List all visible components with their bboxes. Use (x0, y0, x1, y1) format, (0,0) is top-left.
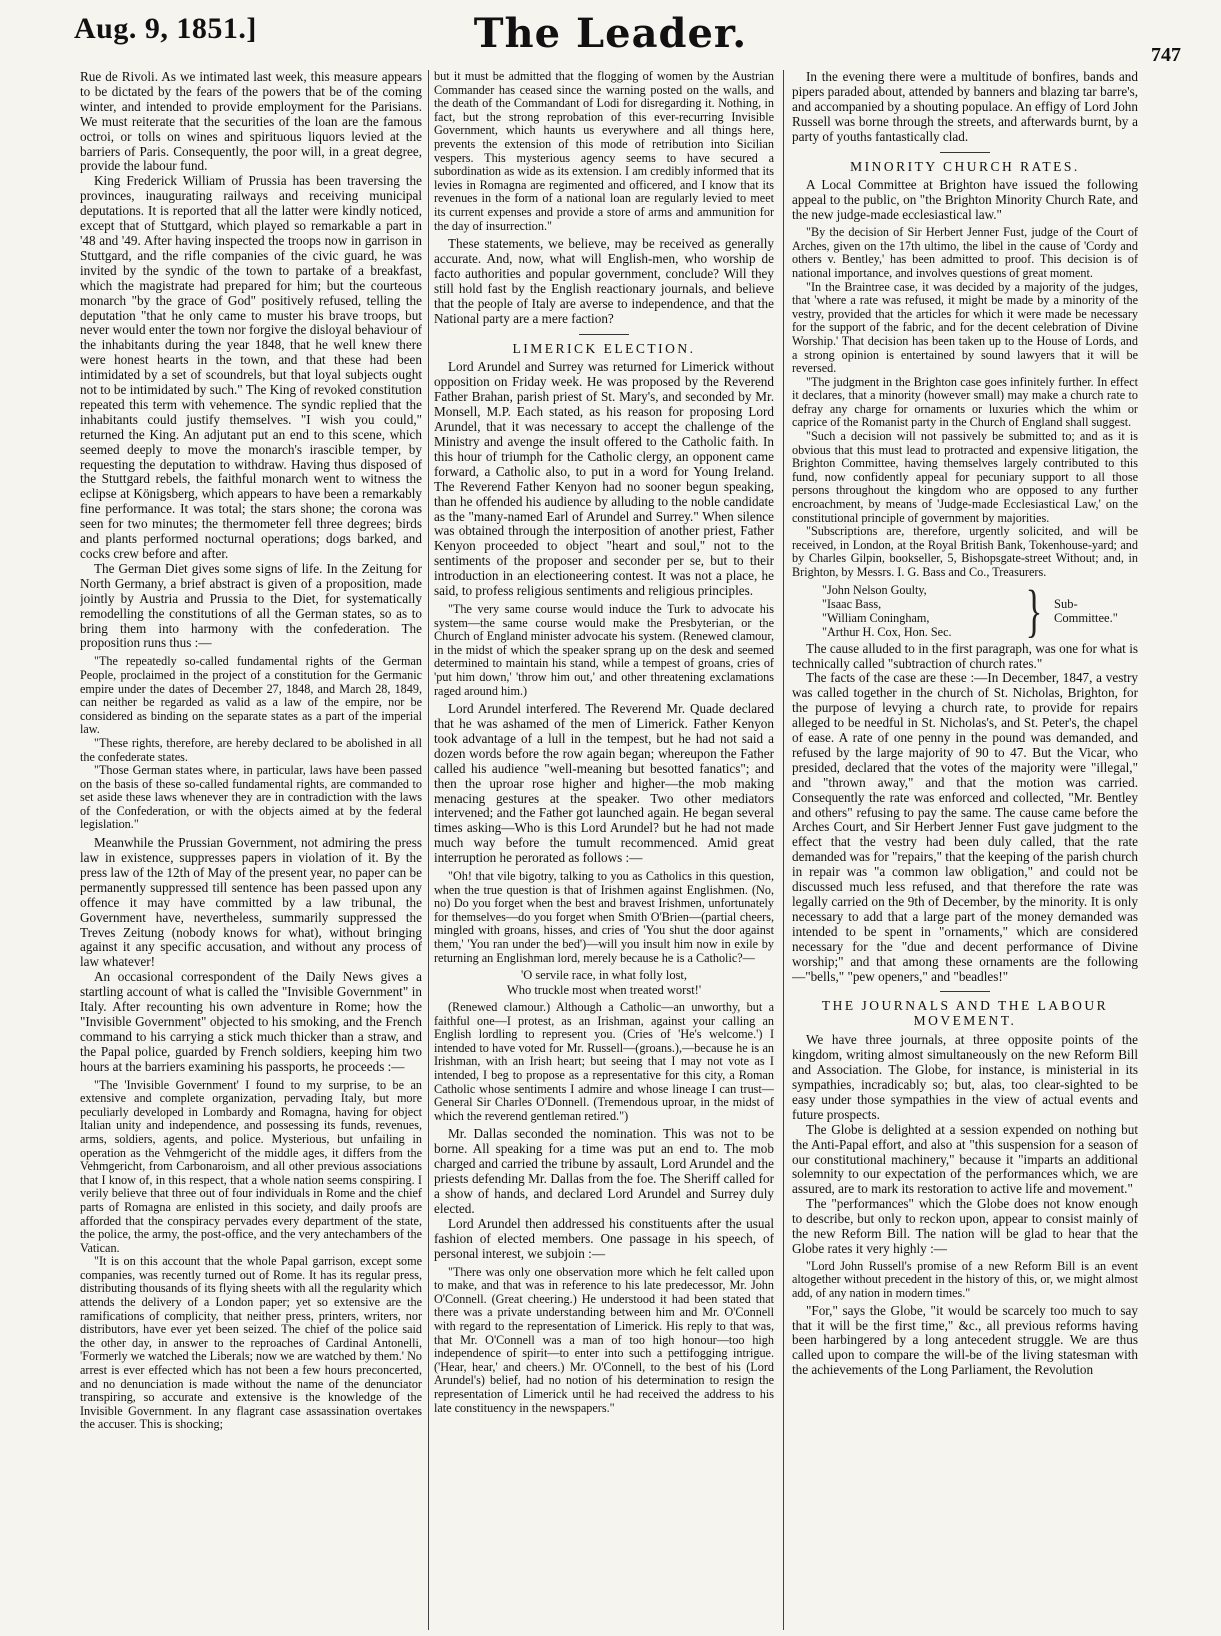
article-paragraph: The German Diet gives some signs of life. In the Zeitung for North Germany, a brief abstract is given of a proposition, made jointly by Austria and Prussia to the Diet, for systematically remodelling the constitutions of all the German states, so as to bring them into harmony with the confederation. The proposition runs thus :— (80, 560, 422, 651)
quoted-paragraph: "Lord John Russell's promise of a new Reform Bill is an event altogether without precedent in the history of this, or, we might almost add, of any nation in modern times." (792, 1258, 1138, 1301)
signatory-name: "Arthur H. Cox, Hon. Sec. (822, 624, 952, 639)
quoted-paragraph: "By the decision of Sir Herbert Jenner Fust, judge of the Court of Arches, given on the 17th ultimo, the libel in the cause of 'Cordy and others v. Bentley,' has been admitted to proof. This decision is of national importance, and involves questions of great moment. (792, 225, 1138, 280)
signatory-name: "Isaac Bass, (822, 596, 882, 611)
subcommittee-label: Sub-Committee." (1054, 596, 1118, 625)
quoted-paragraph: "The repeatedly so-called fundamental rights of the German People, proclaimed in the project of a constitution for the Germanic empire under the dates of December 27, 1848, and March 28, 1849, can neither be regarded as valid as a law of the empire, nor be considered as binding on the separate states as a part of the imperial law. (80, 654, 422, 737)
signatory-name: "William Coningham, (822, 610, 930, 625)
signatories-block (822, 577, 1138, 643)
quoted-paragraph: "The 'Invisible Government' I found to my surprise, to be an extensive and complete organization, pervading Italy, but more peculiarly developed in Lombardy and Romagna, having for object Italian unity and independence, and possessing its funds, revenues, arms, soldiers, agents, and police. Mysterious, but unfailing in operation as the Vehmgericht of the middle ages, it differs from the Vehmgericht, from Carbonaroism, and all other previous associations that I know of, in this respect, that a whole nation seems conspiring. I verily believe that three out of four individuals in Rome and the chief parts of Romagna are enlisted in this society, and daily proofs are afforded that the conspiracy pervades every department of the state, the police, the army, the post-office, and the very antechambers of the Vatican. (80, 1077, 422, 1255)
column-left (80, 70, 422, 1630)
masthead-title: The Leader. (473, 10, 748, 57)
quoted-paragraph: "Those German states where, in particular, laws have been passed on the basis of these so-called fundamental rights, are commanded to set aside these laws whenever they are in contradiction with the laws of the Confederation, or with the objects aimed at by the federal legislation." (80, 763, 422, 832)
article-paragraph: Mr. Dallas seconded the nomination. This was not to be borne. All speaking for a time was put an end to. The mob charged and carried the tribune by assault, Lord Arundel and the priests defending Mr. Dallas from the foe. The Sheriff called for a show of hands, and declared Lord Arundel and Surrey duly elected. (434, 1126, 774, 1216)
article-paragraph: King Frederick William of Prussia has been traversing the provinces, inaugurating railways and receiving municipal deputations. It is reported that all the latter were kindly noticed, except that of Stuttgard, which played so remarkable a part in '48 and '49. After having inspected the troops now in garrison in Stuttgard, and the rifle companies of the civic guard, he was invited by the syndic of the town to partake of a breakfast, which the magistrate had prepared for him; but the courteous monarch "by the grace of God" positively refused, telling the deputation "that he only came to muster his brave troops, but never would enter the town nor forgive the disloyal behaviour of the inhabitants during the year 1848, that he well knew there were honest hearts in the town, and that these had been intimidated by a set of scoundrels, but that loyal subjects ought not to be intimidated by such." The King of revoked constitution repeated this term with vehemence. The syndic replied that the inhabitants could justify themselves. "I wish you could," returned the King. An adjutant put an end to this scene, which seemed deeply to move the monarch's irascible temper, by requesting the deputation to withdraw. Having thus disposed of the Stuttgard rebels, the faithful monarch went to witness the eclipse at Königsberg, which appears to have been a remarkably fine performance. It was total; the stars shone; the corona was seen for two minutes; the thermometer fell three degrees; birds and plants performed nocturnal operations; dogs barked, and cocks crew before and after. (80, 173, 422, 561)
quoted-paragraph: but it must be admitted that the flogging of women by the Austrian Commander has ceased since the warning posted on the walls, and the death of the Commandant of Lodi for disregarding it. Nothing, in fact, but the strong reprobation of this ever-recurring Invisible Government, which haunts us everywhere and all things here, prevents the extension of this mode of retribution into Sicilian vespers. This mysterious agency seems to have secured a subordination as wide as its extension. I am credibly informed that its levies in Romagna are regimented and officered, and I know that its revenues in the form of a national loan are regularly levied to meet its current expenses and provide a store of arms and ammunition for the day of insurrection." (434, 70, 774, 233)
section-divider (579, 334, 629, 335)
column-right (792, 70, 1138, 1630)
column-middle (434, 70, 774, 1630)
column-rule (783, 70, 784, 1630)
article-paragraph: The "performances" which the Globe does not know enough to describe, but only to reckon upon, appear to consist mainly of the new Reform Bill. The nation will be glad to hear that the Globe rates it very highly :— (792, 1196, 1138, 1256)
article-paragraph: These statements, we believe, may be received as generally accurate. And, now, what will English-men, who worship de facto authorities and popular government, conclude? Will they still hold fast by the English reactionary journals, and believe that the people of Italy are averse to independence, and that the National party are a mere faction? (434, 236, 774, 326)
quoted-paragraph: "There was only one observation more which he felt called upon to make, and that was in reference to his late predecessor, Mr. John O'Connell. (Great cheering.) He understood it had been stated that there was a private understanding between him and Mr. O'Connell with regard to the representation of Limerick. His reply to that was, that Mr. O'Connell was a man of too high honour—too high independence of spirit—to enter into such a pettifogging intrigue. ('Hear, hear,' and cheers.) Mr. O'Connell, to the best of his (Lord Arundel's) belief, had no notion of his determination to resign the representation of Limerick until he had received the address to his late constituency in the newspapers." (434, 1264, 774, 1415)
article-paragraph: An occasional correspondent of the Daily News gives a startling account of what is called the "Invisible Government" in Italy. After recounting his own adventure in Rome; how the "Invisible Government" objected to his smoking, and the French command to his carrying a stick much thicker than a straw, and the Papal police, guarded by French soldiers, keeping him two hours at the barriers examining his passports, he proceeds :— (80, 969, 422, 1074)
quoted-paragraph: "Oh! that vile bigotry, talking to you as Catholics in this question, when the true question is that of Irishmen against Englishmen. (No, no) Do you forget when the best and bravest Irishmen, unfortunately for themselves—do you forget when Smith O'Brien—(partial cheers, mingled with groans, hisses, and cries of 'You shut the door against them,' 'You ran under the bed')—will you insult him now in exile by returning an Englishman lord, merely because he is a Catholic?— (434, 869, 774, 965)
article-paragraph: The Globe is delighted at a session expended on nothing but the Anti-Papal effort, and also at "this suspension for a season of our constitutional machinery," because it "imparts an additional solemnity to our expectation of the performances which, we are assured, are to mark its restoration to active life and movement." (792, 1121, 1138, 1197)
column-rule (428, 70, 429, 1630)
article-paragraph: The facts of the case are these :—In December, 1847, a vestry was called together in the church of St. Nicholas, Brighton, for the purpose of levying a church rate, to provide for repairs alleged to be needful in St. Nicholas's, and St. Peter's, the chapel of ease. A rate of one penny in the pound was demanded, and refused by the large majority of 90 to 47. But the Vicar, who presided, declared that the votes of the majority were "illegal," and "thrown away," and that the motion was carried. Consequently the rate was enforced and collected, "Mr. Bentley and others" refusing to pay the same. The cause came before the Arches Court, and Sir Herbert Jenner Fust gave judgment to the effect that the vestry had been duly called, that the rate demanded was for "repairs," that the keeping of the parish church in repair was "a common law obligation," and could not be discussed much less refused, and that therefore the rate was legally carried on the 9th of December, by the minority. It is only necessary to add that a large part of the money demanded was intended to be spent in "ornaments," which are considered necessary for the "due and decent performance of Divine worship;" and that among these ornaments are the following—"bells," "pew openers," and "beadles!" (792, 670, 1138, 984)
page-number: 747 (1151, 44, 1181, 66)
page-header (0, 0, 1221, 78)
signatory-list (822, 583, 1014, 639)
quoted-paragraph: "The judgment in the Brighton case goes infinitely further. In effect it declares, that a minority (however small) may make a church rate to defray any charge for ornaments or luxuries which the whim or caprice of the Romanist party in the Church of England shall suggest. (792, 374, 1138, 430)
section-heading: MINORITY CHURCH RATES. (850, 158, 1080, 174)
article-paragraph: A Local Committee at Brighton have issued the following appeal to the public, on "the Brighton Minority Church Rate, and the new judge-made ecclesiastical law." (792, 177, 1138, 223)
signatory-name: "John Nelson Goulty, (822, 582, 927, 597)
article-paragraph: Lord Arundel interfered. The Reverend Mr. Quade declared that he was ashamed of the men of Limerick. Father Kenyon took advantage of a lull in the tempest, but he had not said a dozen words before the row again began; whereupon the Father called his audience "well-meaning but besotted fanatics"; and then the uproar rose higher and higher—the mob making menacing gestures at the speaker. Two other mediators intervened; and the Father got launched again. He began several times asking—Who is this Lord Arundel? but he had not made much way before the tumult recommenced. Amid great interruption he perorated as follows :— (434, 701, 774, 866)
quoted-paragraph: "The very same course would induce the Turk to advocate his system—the same course would make the Presbyterian, or the Church of England minister advocate his system. (Renewed clamour, in the midst of which the speaker sprang up on the desk and seemed determined to maintain his stand, while a tempest of groans, cries of 'put him down,' 'throw him out,' and other threatening exclamations raged around him.) (434, 601, 774, 698)
section-heading: LIMERICK ELECTION. (512, 340, 696, 356)
quoted-paragraph: "In the Braintree case, it was decided by a majority of the judges, that 'where a rate was refused, it might be made by a minority of the vestry, provided that the articles for which it were made be necessary for the support of the fabric, and for the decent celebration of Divine Worship.' That decision has been taken up to the House of Lords, and a strong opinion is entertained by sound lawyers that it will be reversed. (792, 279, 1138, 376)
article-paragraph: We have three journals, at three opposite points of the kingdom, writing almost simultaneously on the new Reform Bill and Association. The Globe, for instance, is ministerial in its sympathies, incradicably so; but, alas, too clear-sighted to be easy under those sympathies in the view of actual events and future prospects. (792, 1032, 1138, 1122)
article-paragraph: Lord Arundel and Surrey was returned for Limerick without opposition on Friday week. He was proposed by the Reverend Father Brahan, parish priest of St. Mary's, and seconded by Mr. Monsell, M.P. Each stated, as his reason for proposing Lord Arundel, that it was necessary to accept the challenge of the Ministry and avenge the insult offered to the Catholic faith. In this hour of triumph for the Catholic clergy, an opponent came forward, a Catholic also, to put in a word for Young Ireland. The Reverend Father Kenyon had no sooner begun speaking, than he offended his audience by alluding to the noble candidate as the "many-named Earl of Arundel and Surrey." When silence was obtained through the interposition of another priest, Father Kenyon proceeded to object "heart and soul," not to the sentiments of the proposer and seconder per se, but to their introduction in an electioneering contest. It was not a place, he said, to profess religious sentiments and religious principles. (434, 359, 774, 599)
brace-glyph: } (1025, 577, 1043, 643)
quoted-paragraph: "Such a decision will not passively be submitted to; and as it is obvious that this must lead to protracted and expensive litigation, the Brighton Committee, having themselves largely contributed to this fund, now confidently appeal for pecuniary support to all those persons throughout the kingdom who are opposed to any further encroachment, by means of 'Judge-made Ecclesiastical Law,' on the constitutional principle of government by majorities. (792, 429, 1138, 525)
issue-date: Aug. 9, 1851.] (74, 12, 257, 45)
verse-line: Who truckle most when treated worst!' (506, 983, 702, 998)
quoted-paragraph: "It is on this account that the whole Papal garrison, except some companies, was recently turned out of Rome. It has its regular press, distributing thousands of its flying sheets with all the regularity which attends the delivery of a London paper; yet so extensive are the ramifications of complicity, that neither press, printers, writers, nor distributors, have ever yet been seized. The chief of the police said the other day, in answer to the reproaches of Cardinal Antonelli, 'Formerly we watched the Liberals; now we are watched by them.' No arrest is ever effected which has not been a few hours preconcerted, and no denunciation is made without the name of the denunciator transpiring, so accurate and extensive is the knowledge of the Invisible Government. In any flagrant case assassination overtakes the accuser. This is shocking; (80, 1254, 422, 1432)
quoted-paragraph: (Renewed clamour.) Although a Catholic—an unworthy, but a faithful one—I protest, as an Irishman, against your calling an English lordling to represent you. (Cries of 'He's welcome.') I intended to have voted for Mr. Russell—(groans.),—because he is an Irishman, with an Irish heart; but seeing that I may not vote as I intended, I beg to propose as a representative for this city, a Roman Catholic whose sentiments I admire and whose lineage I can trust—General Sir Charles O'Donnell. (Tremendous uproar, in the midst of which the reverend gentleman retired.") (434, 1000, 774, 1123)
article-paragraph: The cause alluded to in the first paragraph, was one for what is technically called "subtraction of church rates." (792, 640, 1138, 671)
section-heading: THE JOURNALS AND THE LABOUR MOVEMENT. (821, 998, 1109, 1029)
article-paragraph: Rue de Rivoli. As we intimated last week, this measure appears to be dictated by the fears of the powers that be of the coming winter, and intended to provide employment for the Parisians. We must reiterate that the securities of the loan are the famous octroi, or tolls on wines and spirituous liquors levied at the barriers of Paris. Consequently, the poor will, in a great degree, provide the labour fund. (80, 70, 422, 174)
section-divider (940, 152, 990, 153)
article-paragraph: Meanwhile the Prussian Government, not admiring the press law in existence, suppresses papers in violation of it. By the press law of the 12th of May of the present year, no paper can be permanently suppressed till sentence has been passed upon any offence it may have committed by a law tribunal, the Government have, nevertheless, summarily suppressed the Treves Zeitung (nobody knows for what), without bringing against it any specific accusation, and without any process of law whatever! (80, 835, 422, 970)
article-paragraph: "For," says the Globe, "it would be scarcely too much to say that it will be the first time," &c., all previous reforms having been harbingered by a long antecedent struggle. We are thus called upon to compare the will-be of the living statesman with the achievements of the Long Parliament, the Revolution (792, 1302, 1138, 1378)
article-paragraph: Lord Arundel then addressed his constituents after the usual fashion of elected members. One passage in his speech, of personal interest, we subjoin :— (434, 1215, 774, 1261)
quoted-paragraph: "Subscriptions are, therefore, urgently solicited, and will be received, in London, at the Royal British Bank, Tokenhouse-yard; and by Charles Gilpin, bookseller, 5, Bishopsgate-street Without; and, in Brighton, by Messrs. I. G. Bass and Co., Treasurers. (792, 524, 1138, 579)
article-paragraph: In the evening there were a multitude of bonfires, bands and pipers paraded about, attended by banners and blazing tar barre's, and accompanied by a shouting populace. An effigy of Lord John Russell was borne through the streets, and afterwards burnt, by a party of youths fantastically clad. (792, 70, 1138, 144)
section-divider (940, 991, 990, 992)
quoted-paragraph: "These rights, therefore, are hereby declared to be abolished in all the confederate states. (80, 735, 422, 764)
verse-line: 'O servile race, in what folly lost, (520, 968, 688, 983)
